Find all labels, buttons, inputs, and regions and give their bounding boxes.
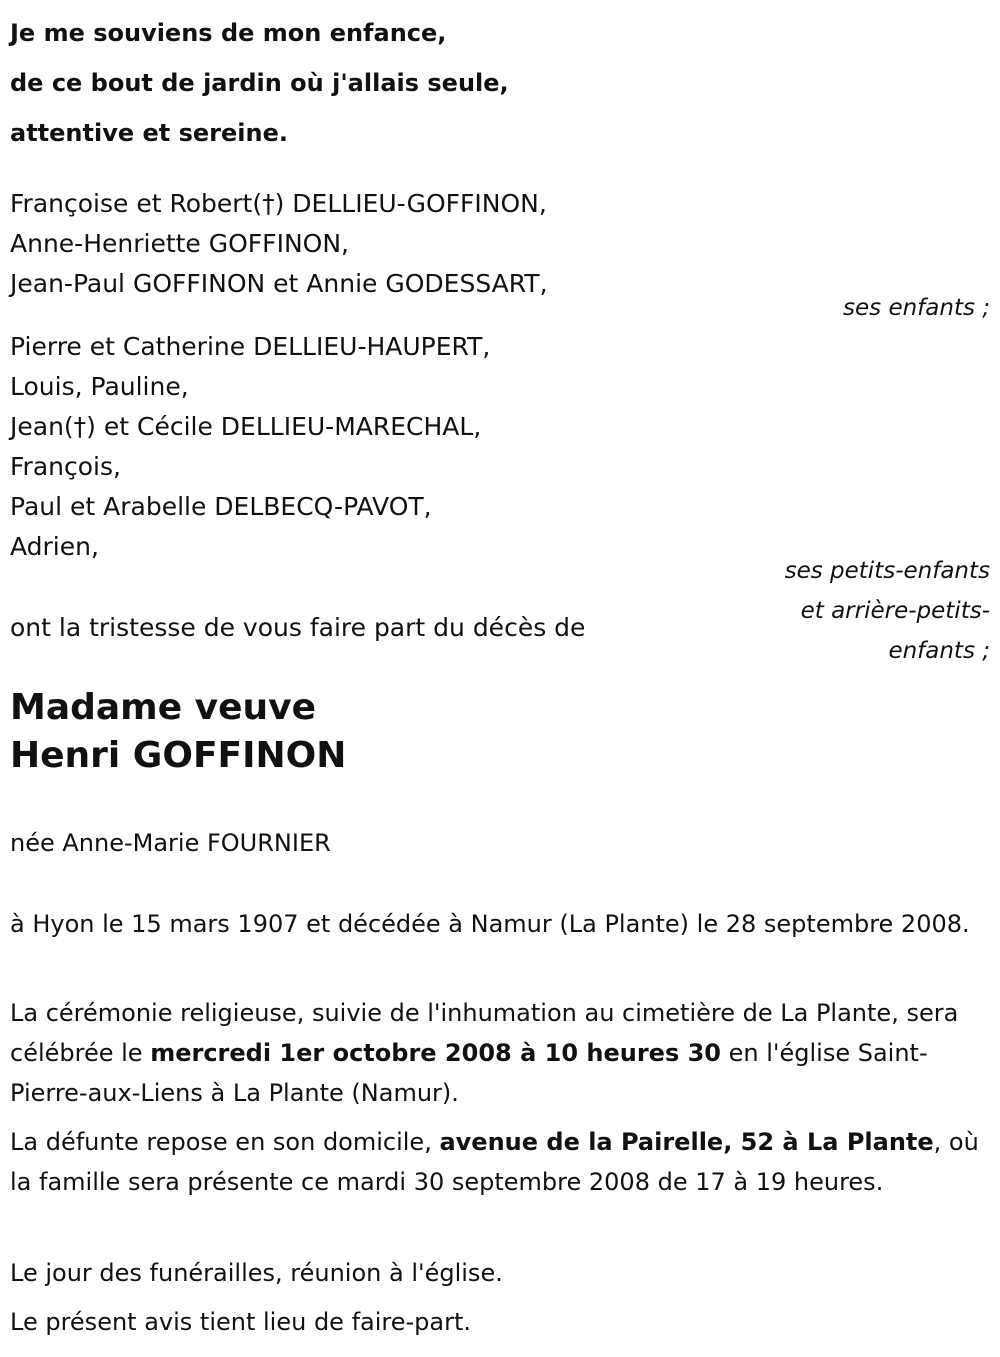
notice-info: Le présent avis tient lieu de faire-part. xyxy=(10,1308,472,1336)
meeting-info: Le jour des funérailles, réunion à l'église. xyxy=(10,1259,503,1287)
ceremony-date: mercredi 1er octobre 2008 à 10 heures 30 xyxy=(150,1039,721,1067)
family-member: François, xyxy=(10,452,121,481)
opening-poem xyxy=(10,8,509,158)
grandchildren-relation xyxy=(785,551,990,671)
repose-visiting: , où la famille sera présente ce mardi 30 septembre 2008 de 17 à 19 heures. xyxy=(10,1128,979,1196)
children-list xyxy=(10,184,548,304)
relation-line: enfants ; xyxy=(888,638,990,664)
repose-address: avenue de la Pairelle, 52 à La Plante xyxy=(439,1128,934,1156)
ceremony-text: La cérémonie religieuse, suivie de l'inhumation au cimetière de La Plante, sera célébrée le xyxy=(10,999,959,1067)
relation-line: ses petits-enfants xyxy=(784,558,990,584)
poem-line: Je me souviens de mon enfance, xyxy=(10,19,447,47)
family-member: Louis, Pauline, xyxy=(10,372,189,401)
birth-death-info: à Hyon le 15 mars 1907 et décédée à Namur (La Plante) le 28 septembre 2008. xyxy=(10,910,970,938)
deceased-name xyxy=(10,684,346,780)
repose-text: La défunte repose en son domicile, xyxy=(10,1128,440,1156)
family-member: Anne-Henriette GOFFINON, xyxy=(10,229,349,258)
family-member: Pierre et Catherine DELLIEU-HAUPERT, xyxy=(10,332,491,361)
born-name: née Anne-Marie FOURNIER xyxy=(10,829,331,857)
ceremony-info xyxy=(10,993,995,1113)
family-member: Adrien, xyxy=(10,532,99,561)
poem-line: de ce bout de jardin où j'allais seule, xyxy=(10,69,509,97)
grandchildren-list xyxy=(10,327,490,567)
deceased-fullname: Henri GOFFINON xyxy=(10,735,347,776)
children-relation: ses enfants ; xyxy=(843,295,990,321)
repose-info xyxy=(10,1122,995,1202)
poem-line: attentive et sereine. xyxy=(10,119,288,147)
family-member: Jean-Paul GOFFINON et Annie GODESSART, xyxy=(10,269,548,298)
announcement: ont la tristesse de vous faire part du décès de xyxy=(10,613,586,642)
deceased-title: Madame veuve xyxy=(10,687,317,728)
family-member: Françoise et Robert(†) DELLIEU-GOFFINON, xyxy=(10,189,547,218)
family-member: Jean(†) et Cécile DELLIEU-MARECHAL, xyxy=(10,412,482,441)
relation-line: et arrière-petits- xyxy=(800,598,990,624)
family-member: Paul et Arabelle DELBECQ-PAVOT, xyxy=(10,492,432,521)
ceremony-place: en l'église Saint-Pierre-aux-Liens à La Plante (Namur). xyxy=(10,1039,928,1107)
